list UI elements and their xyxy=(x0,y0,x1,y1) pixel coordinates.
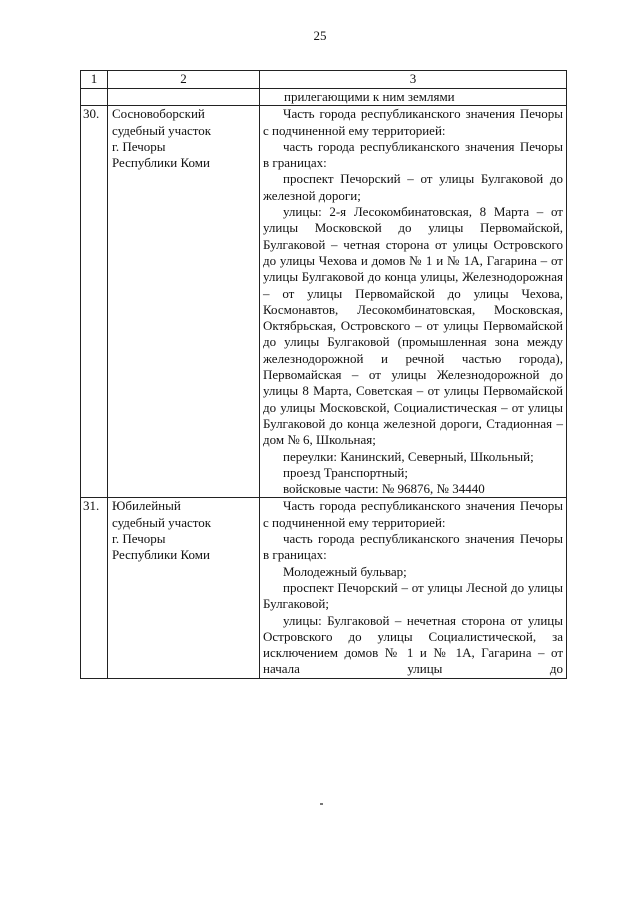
boundary-paragraph: войсковые части: № 96876, № 34440 xyxy=(283,481,485,497)
boundary-paragraph: Часть города республиканского значения Печоры с подчиненной ему территорией: xyxy=(263,498,563,530)
district-name-line: судебный участок xyxy=(112,514,212,530)
district-name-line: Юбилейный xyxy=(112,498,181,514)
district-name-line: судебный участок xyxy=(112,122,212,138)
boundary-paragraph: Часть города республиканского значения Печоры с подчиненной ему территорией: xyxy=(263,106,563,138)
header-row xyxy=(81,71,567,89)
boundary-paragraph: проспект Печорский – от улицы Лесной до улицы Булгаковой; xyxy=(263,579,563,612)
district-boundaries xyxy=(260,106,567,498)
column-header-3: 3 xyxy=(260,71,567,89)
boundary-paragraph: часть города республиканского значения Печоры в границах: xyxy=(263,138,563,171)
districts-table xyxy=(80,70,567,679)
district-name-line: г. Печоры xyxy=(112,138,166,154)
district-name-line: Республики Коми xyxy=(112,155,210,171)
district-name-line: Республики Коми xyxy=(112,547,210,563)
continuation-num-cell xyxy=(81,89,108,106)
table-row-31 xyxy=(81,498,567,678)
page-number: 25 xyxy=(313,28,327,43)
district-name xyxy=(108,498,260,678)
district-name-line: г. Печоры xyxy=(112,531,166,547)
boundary-paragraph: улицы: 2-я Лесокомбинатовская, 8 Марта – от улицы Московской до улицы Первомайской, Булгаковой – четная сторона от улицы Островского до улицы Чехова и домов № 1 и № 1А, Гагарина – от улицы Булгаковой до конца улицы, Железнодорожная – от улицы Первомайской до улицы Чехова, Космонавтов, Лесокомбинатовская, Московская, Октябрьская, Островского – от улицы Первомайской до улицы Булгаковой (промышленная зона между железнодорожной и речной частью города), Первомайская – от улицы Железнодорожной до улицы 8 Марта, Советская – от улицы Первомайской до улицы Московской, Социалистическая – от улицы Булгаковой до конца железной дороги, Стадионная – дом № 6, Школьная; xyxy=(263,204,563,448)
column-header-2: 2 xyxy=(108,71,260,89)
column-header-1: 1 xyxy=(81,71,108,89)
boundary-paragraph: переулки: Канинский, Северный, Школьный; xyxy=(283,448,534,464)
row-number: 30. xyxy=(81,106,108,498)
district-boundaries xyxy=(260,498,567,678)
district-name xyxy=(108,106,260,498)
district-name-line: Сосновоборский xyxy=(112,106,205,122)
continuation-name-cell xyxy=(108,89,260,106)
continuation-row xyxy=(81,89,567,106)
row-number: 31. xyxy=(81,498,108,678)
boundary-paragraph: проезд Транспортный; xyxy=(283,464,408,480)
table-row-30 xyxy=(81,106,567,498)
boundary-paragraph: Молодежный бульвар; xyxy=(283,563,407,579)
boundary-paragraph: часть города республиканского значения Печоры в границах: xyxy=(263,531,563,563)
scan-speck xyxy=(320,803,323,805)
boundary-paragraph: проспект Печорский – от улицы Булгаковой до железной дороги; xyxy=(263,171,563,203)
continuation-text: прилегающими к ним землями xyxy=(260,89,567,106)
boundary-paragraph: улицы: Булгаковой – нечетная сторона от улицы Островского до улицы Социалистической, за исключением домов № 1 и № 1А, Гагарина – от начала улицы до xyxy=(263,612,563,677)
